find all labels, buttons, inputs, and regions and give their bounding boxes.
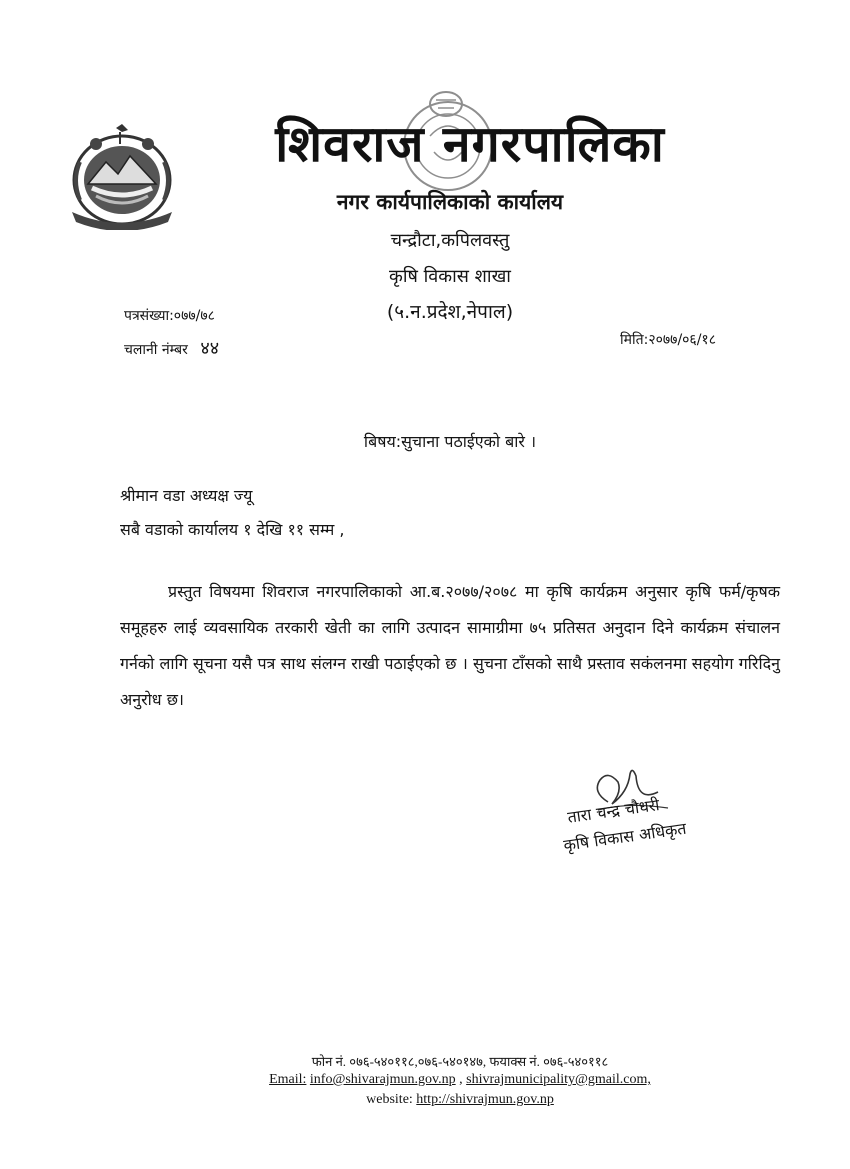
email-link-gmail[interactable]: shivrajmunicipality@gmail.com, (466, 1072, 651, 1087)
signatory-title: कृषि विकास अधिकृत (562, 818, 688, 855)
letter-subject: बिषय:सुचाना पठाईएको बारे । (363, 432, 537, 451)
email-label: Email: (269, 1072, 307, 1087)
letter-body (120, 574, 780, 718)
footer-email-line: Email: info@shivarajmun.gov.np , shivrajmunicipality@gmail.com, (269, 1072, 651, 1087)
office-name: नगर कार्यपालिकाको कार्यालय (336, 190, 564, 214)
recipient-line-1: श्रीमान वडा अध्यक्ष ज्यू (120, 486, 253, 505)
recipient-line-2: सबै वडाको कार्यालय १ देखि ११ सम्म , (120, 520, 345, 539)
branch-name: कृषि विकास शाखा (389, 266, 511, 287)
dispatch-number-line (124, 336, 219, 360)
website-link[interactable]: http://shivrajmun.gov.np (416, 1092, 554, 1107)
office-location: चन्द्रौटा,कपिलवस्तु (390, 230, 510, 251)
dispatch-label: चलानी नंम्बर (124, 342, 188, 358)
footer-phone: फोन नं. ०७६-५४०११८,०७६-५४०१४७, फयाक्स नं. ०७६-५४०११८ (311, 1054, 609, 1069)
letter-date: मिति:२०७७/०६/१८ (620, 332, 716, 348)
letter-number: पत्रसंख्या:०७७/७८ (124, 308, 215, 324)
email-link-info[interactable]: info@shivarajmun.gov.np (309, 1072, 456, 1087)
footer-website-line (0, 1092, 850, 1108)
website-label: website: (366, 1092, 413, 1107)
body-paragraph: प्रस्तुत विषयमा शिवराज नगरपालिकाको आ.ब.२०७७/२०७८ मा कृषि कार्यक्रम अनुसार कृषि फर्म/कृषक समूहहरु लाई व्यवसायिक तरकारी खेती का लागि उत्पादन सामाग्रीमा ७५ प्रतिसत अनुदान दिने कार्यक्रम संचालन गर्नको लागि सूचना यसै पत्र साथ संलग्न राखी पठाईएको छ । सुचना टाँसको साथै प्रस्ताव सकंलनमा सहयोग गरिदिनु अनुरोध छ। (120, 582, 780, 709)
signatory-name: तारा चन्द्र चौधरी (566, 795, 661, 827)
province-line: (५.न.प्रदेश,नेपाल) (386, 301, 514, 323)
municipality-title: शिवराज नगरपालिका (275, 115, 665, 173)
dispatch-number: ४४ (200, 338, 220, 359)
